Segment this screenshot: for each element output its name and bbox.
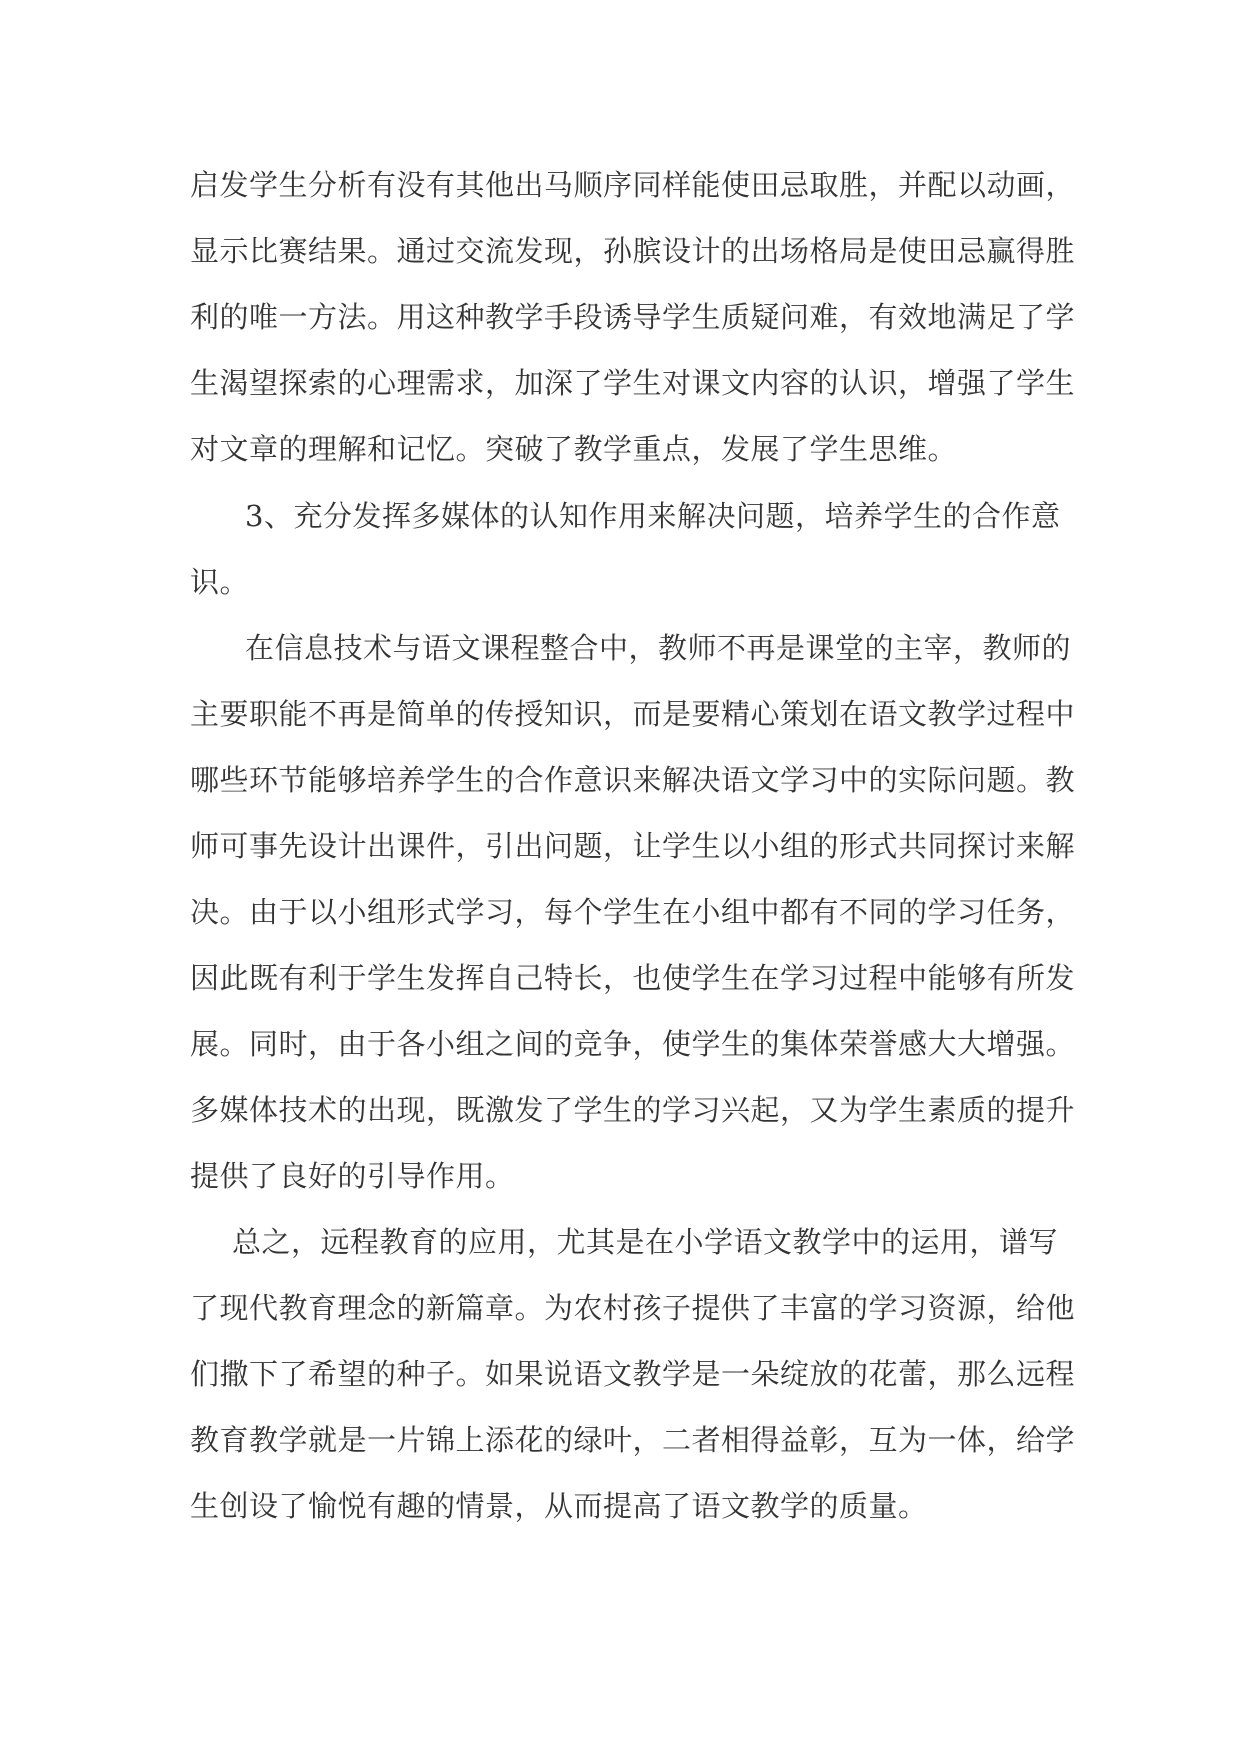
text-line-16: 提供了良好的引导作用。 (190, 1159, 515, 1193)
text-line-1: 启发学生分析有没有其他出马顺序同样能使田忌取胜，并配以动画， (190, 168, 1076, 202)
text-line-12: 决。由于以小组形式学习，每个学生在小组中都有不同的学习任务， (190, 895, 1076, 929)
text-line-11: 师可事先设计出课件，引出问题，让学生以小组的形式共同探讨来解 (190, 829, 1076, 863)
conclusion-line-5: 生创设了愉悦有趣的情景，从而提高了语文教学的质量。 (190, 1489, 928, 1523)
conclusion-line-4: 教育教学就是一片锦上添花的绿叶，二者相得益彰，互为一体，给学 (190, 1423, 1076, 1457)
text-line-15: 多媒体技术的出现，既激发了学生的学习兴起，又为学生素质的提升 (190, 1093, 1076, 1127)
section-heading-3-continued: 识。 (190, 565, 250, 599)
section-heading-3: 3、充分发挥多媒体的认知作用来解决问题，培养学生的合作意 (245, 499, 1061, 533)
text-line-2: 显示比赛结果。通过交流发现，孙膑设计的出场格局是使田忌赢得胜 (190, 234, 1076, 268)
text-line-4: 生渴望探索的心理需求，加深了学生对课文内容的认识，增强了学生 (190, 366, 1076, 400)
text-line-9: 主要职能不再是简单的传授知识，而是要精心策划在语文教学过程中 (190, 697, 1076, 731)
text-line-3: 利的唯一方法。用这种教学手段诱导学生质疑问难，有效地满足了学 (190, 300, 1076, 334)
text-line-8: 在信息技术与语文课程整合中，教师不再是课堂的主宰，教师的 (245, 631, 1072, 665)
text-line-14: 展。同时，由于各小组之间的竞争，使学生的集体荣誉感大大增强。 (190, 1027, 1076, 1061)
text-line-5: 对文章的理解和记忆。突破了教学重点，发展了学生思维。 (190, 432, 958, 466)
conclusion-line-1: 总之，远程教育的应用，尤其是在小学语文教学中的运用，谱写 (232, 1225, 1059, 1259)
text-line-10: 哪些环节能够培养学生的合作意识来解决语文学习中的实际问题。教 (190, 763, 1076, 797)
conclusion-line-2: 了现代教育理念的新篇章。为农村孩子提供了丰富的学习资源，给他 (190, 1291, 1076, 1325)
conclusion-line-3: 们撒下了希望的种子。如果说语文教学是一朵绽放的花蕾，那么远程 (190, 1357, 1076, 1391)
text-line-13: 因此既有利于学生发挥自己特长，也使学生在学习过程中能够有所发 (190, 961, 1076, 995)
